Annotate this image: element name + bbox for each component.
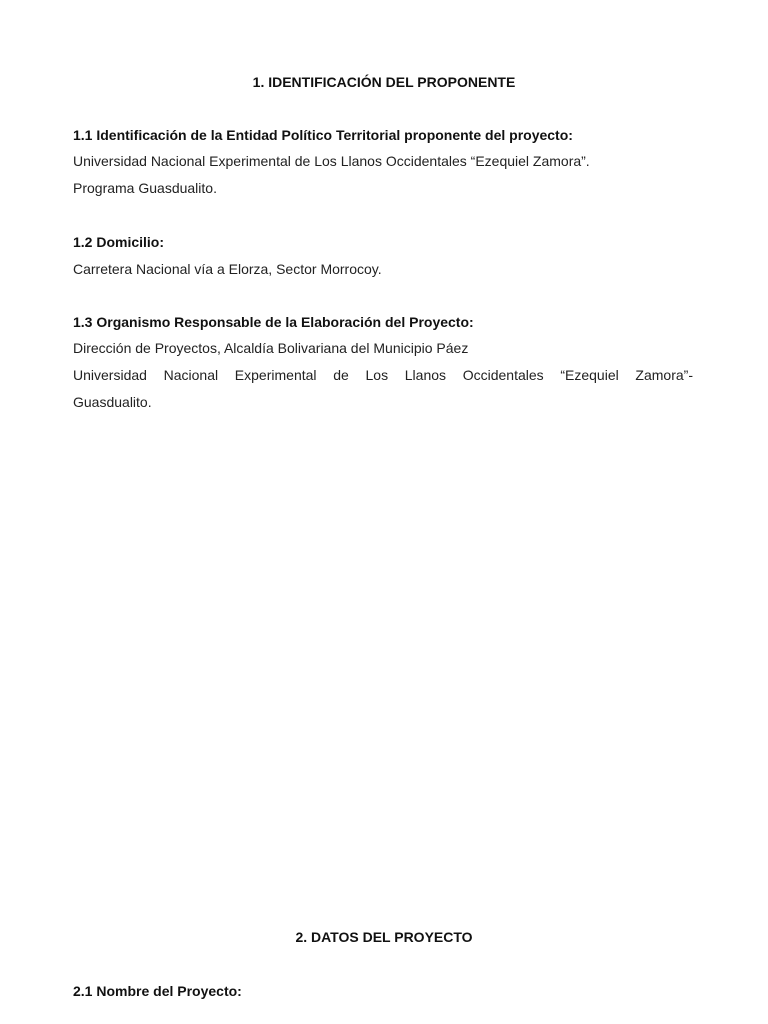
paragraph-line: Universidad Nacional Experimental de Los Llanos Occidentales “Ezequiel Zamora”- bbox=[73, 367, 693, 383]
subsection-1-1-heading: 1.1 Identificación de la Entidad Político Territorial proponente del proyecto: bbox=[73, 127, 573, 143]
paragraph-line: Guasdualito. bbox=[73, 394, 152, 410]
subsection-1-3-heading: 1.3 Organismo Responsable de la Elaboración del Proyecto: bbox=[73, 314, 474, 330]
paragraph-line: Dirección de Proyectos, Alcaldía Bolivariana del Municipio Páez bbox=[73, 340, 469, 356]
paragraph-line: Universidad Nacional Experimental de Los Llanos Occidentales “Ezequiel Zamora”. bbox=[73, 153, 590, 169]
subsection-1-3-body bbox=[73, 335, 693, 416]
paragraph-line: Programa Guasdualito. bbox=[73, 180, 217, 196]
section-2-title: 2. DATOS DEL PROYECTO bbox=[295, 929, 473, 945]
subsection-1-2-heading: 1.2 Domicilio: bbox=[73, 234, 165, 250]
paragraph-line: Carretera Nacional vía a Elorza, Sector Morrocoy. bbox=[73, 261, 382, 277]
subsection-1-1-body bbox=[73, 148, 693, 202]
subsection-1-2-body bbox=[73, 256, 693, 283]
section-1-title: 1. IDENTIFICACIÓN DEL PROPONENTE bbox=[252, 74, 516, 90]
subsection-2-1-heading: 2.1 Nombre del Proyecto: bbox=[73, 983, 242, 999]
